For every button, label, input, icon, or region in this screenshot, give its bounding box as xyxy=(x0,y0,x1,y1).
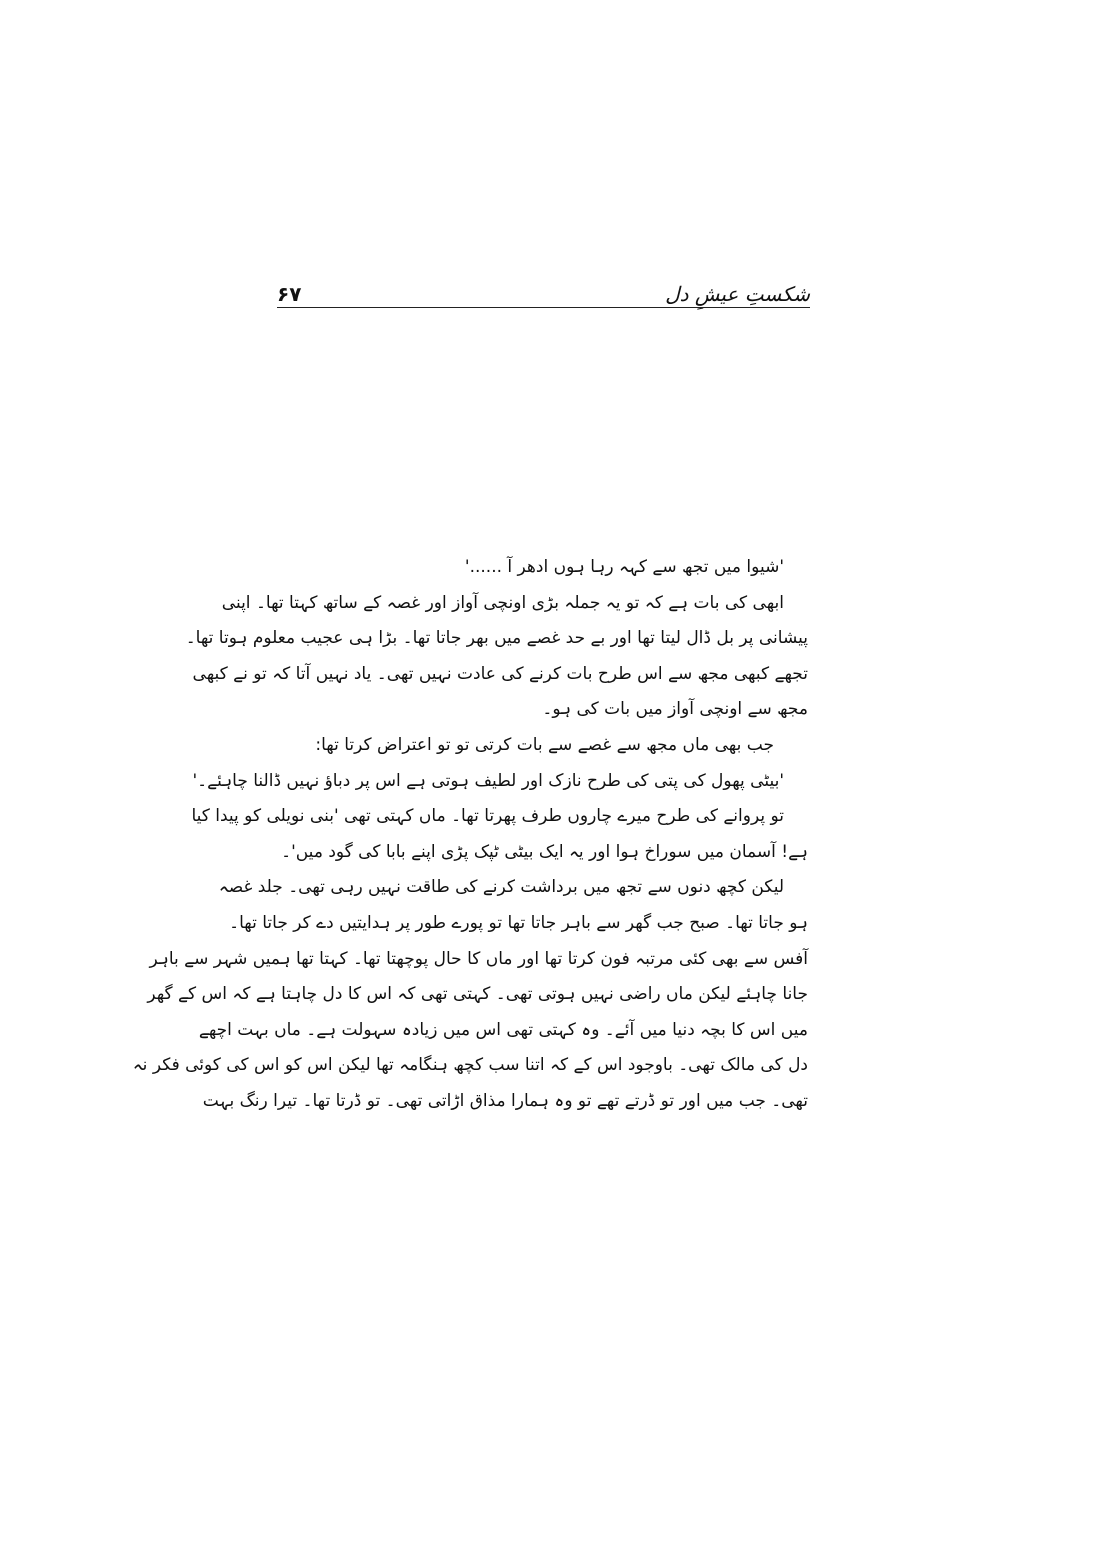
text-line: 'بیٹی پھول کی پتی کی طرح نازک اور لطیف ہوتی ہے اس پر دباؤ نہیں ڈالنا چاہئے۔' xyxy=(192,770,784,791)
header-divider xyxy=(277,307,810,308)
text-line: میں اس کا بچہ دنیا میں آئے۔ وہ کہتی تھی اس میں زیادہ سہولت ہے۔ ماں بہت اچھے xyxy=(198,1019,808,1040)
text-line: آفس سے بھی کئی مرتبہ فون کرتا تھا اور ماں کا حال پوچھتا تھا۔ کہتا تھا ہمیں شہر سے باہر xyxy=(149,948,808,969)
body-text xyxy=(132,550,808,1120)
text-line: جانا چاہئے لیکن ماں راضی نہیں ہوتی تھی۔ کہتی تھی کہ اس کا دل چاہتا ہے کہ اس کے گھر xyxy=(147,984,808,1005)
text-line: ابھی کی بات ہے کہ تو یہ جملہ بڑی اونچی آواز اور غصہ کے ساتھ کہتا تھا۔ اپنی xyxy=(221,592,784,613)
text-line: ہے! آسمان میں سوراخ ہوا اور یہ ایک بیٹی ٹپک پڑی اپنے بابا کی گود میں'۔ xyxy=(281,841,808,862)
text-line: مجھ سے اونچی آواز میں بات کی ہو۔ xyxy=(542,699,808,720)
running-title: شکستِ عیشِ دل xyxy=(665,282,810,306)
text-line: ہو جاتا تھا۔ صبح جب گھر سے باہر جاتا تھا تو پورے طور پر ہدایتیں دے کر جاتا تھا۔ xyxy=(229,912,808,933)
text-line: تو پروانے کی طرح میرے چاروں طرف پھرتا تھا۔ ماں کہتی تھی 'بنی نویلی کو پیدا کیا xyxy=(191,806,784,827)
text-line: تجھے کبھی مجھ سے اس طرح بات کرنے کی عادت نہیں تھی۔ یاد نہیں آتا کہ تو نے کبھی xyxy=(192,663,808,684)
text-line: تھی۔ جب میں اور تو ڈرتے تھے تو وہ ہمارا مذاق اڑاتی تھی۔ تو ڈرتا تھا۔ تیرا رنگ بہت xyxy=(202,1090,808,1111)
text-line: دل کی مالک تھی۔ باوجود اس کے کہ اتنا سب کچھ ہنگامہ تھا لیکن اس کو اس کی کوئی فکر نہ xyxy=(132,1055,808,1076)
text-line: لیکن کچھ دنوں سے تجھ میں برداشت کرنے کی طاقت نہیں رہی تھی۔ جلد غصہ xyxy=(218,877,784,898)
text-line: جب بھی ماں مجھ سے غصے سے بات کرتی تو تو اعتراض کرتا تھا: xyxy=(315,734,774,755)
text-line: پیشانی پر بل ڈال لیتا تھا اور بے حد غصے میں بھر جاتا تھا۔ بڑا ہی عجیب معلوم ہوتا تھا۔ xyxy=(185,628,808,649)
page-number: ۶۷ xyxy=(277,282,302,306)
text-line: 'شیوا میں تجھ سے کہہ رہا ہوں ادھر آ ......' xyxy=(464,557,784,577)
